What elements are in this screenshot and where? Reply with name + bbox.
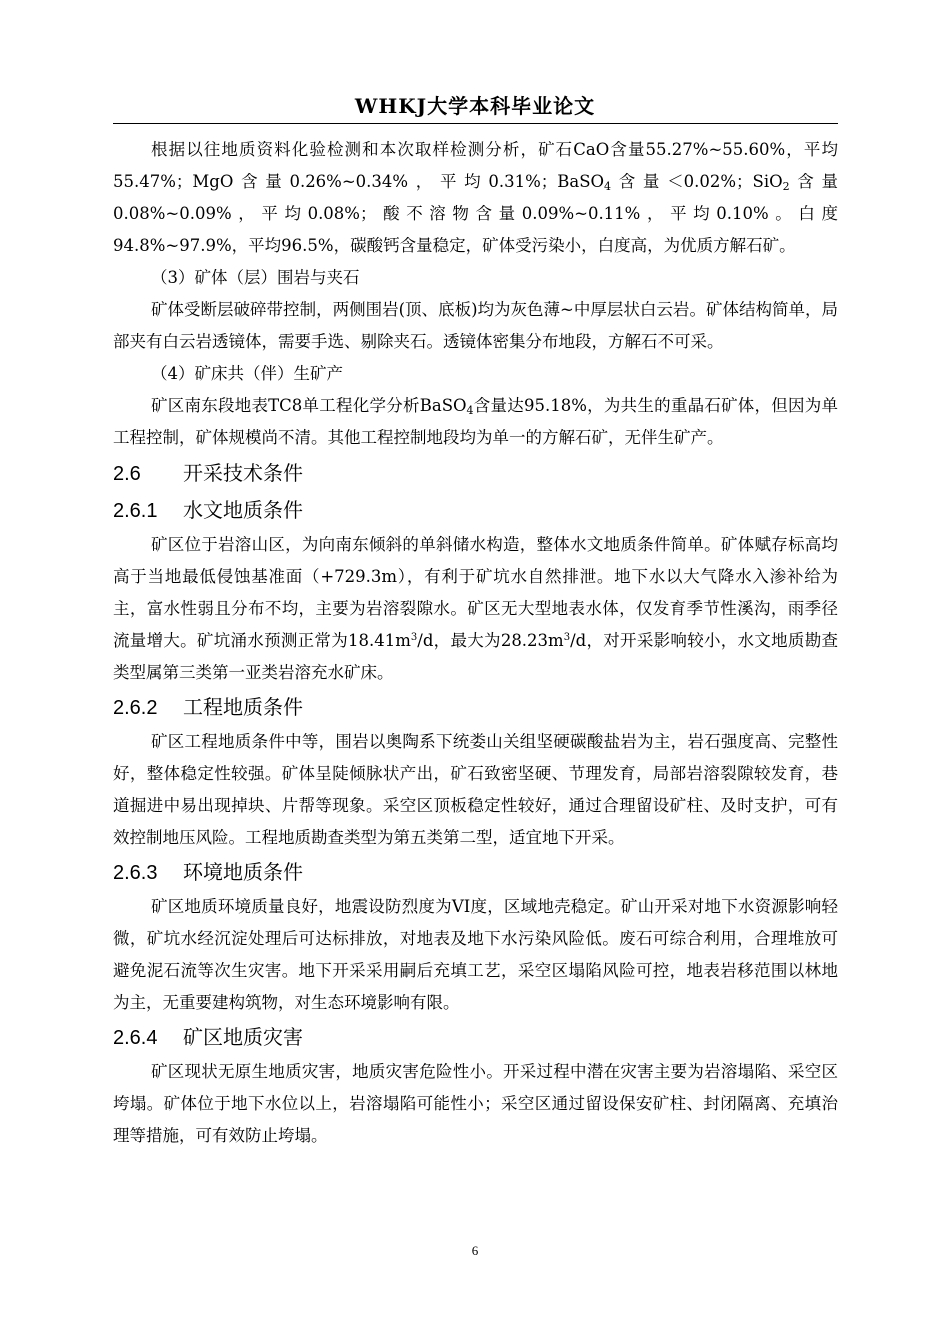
section-number: 2.6.2 bbox=[113, 697, 158, 719]
section-heading-2-6-4 bbox=[113, 1019, 838, 1056]
section-number: 2.6.4 bbox=[113, 1027, 158, 1049]
text-run: /d，对开采影响较小，水文地质勘查类型属第三类第一亚类岩溶充水矿床。 bbox=[113, 631, 838, 682]
section-number: 2.6.1 bbox=[113, 500, 158, 522]
paragraph-hydrogeology bbox=[113, 529, 838, 689]
page-number: 6 bbox=[471, 1243, 479, 1258]
paragraph-engineering-geology: 矿区工程地质条件中等，围岩以奥陶系下统娄山关组坚硬碳酸盐岩为主，岩石强度高、完整性好，整体稳定性较强。矿体呈陡倾脉状产出，矿石致密坚硬、节理发育，局部岩溶裂隙较发育，巷道掘进中易出现掉块、片帮等现象。采空区顶板稳定性较好，通过合理留设矿柱、及时支护，可有效控制地压风险。工程地质勘查类型为第五类第二型，适宜地下开采。 bbox=[113, 732, 838, 847]
subscript: 2 bbox=[782, 180, 790, 193]
section-title: 工程地质条件 bbox=[183, 695, 303, 719]
text-run: 含量0.08%~0.09%，平均0.08%；酸不溶物含量0.09%~0.11%，平均0.10%。白度94.8%~97.9%，平均96.5%，碳酸钙含量稳定，矿体受污染小，白度高，为优质方解石矿。 bbox=[113, 172, 838, 255]
subscript: 4 bbox=[604, 180, 612, 193]
section-title: 矿区地质灾害 bbox=[183, 1025, 303, 1049]
section-heading-2-6-2 bbox=[113, 689, 838, 726]
section-heading-2-6-3 bbox=[113, 854, 838, 891]
header-rule bbox=[113, 123, 838, 124]
superscript: 3 bbox=[410, 632, 418, 643]
paragraph-geological-hazards: 矿区现状无原生地质灾害，地质灾害危险性小。开采过程中潜在灾害主要为岩溶塌陷、采空区垮塌。矿体位于地下水位以上，岩溶塌陷可能性小；采空区通过留设保安矿柱、封闭隔离、充填治理等措施，可有效防止垮塌。 bbox=[113, 1062, 838, 1145]
page-header-title: WHKJ大学本科毕业论文 bbox=[354, 94, 596, 118]
subscript: 4 bbox=[466, 404, 474, 417]
text-run: /d，最大为28.23m bbox=[417, 631, 564, 650]
section-heading-2-6 bbox=[113, 454, 838, 492]
section-number: 2.6.3 bbox=[113, 862, 158, 884]
text-run: 矿区位于岩溶山区，为向南东倾斜的单斜储水构造，整体水文地质条件简单。矿体赋存标高均高于当地最低侵蚀基准面（+729.3m），有利于矿坑水自然排泄。地下水以大气降水入渗补给为主，富水性弱且分布不均，主要为岩溶裂隙水。矿区无大型地表水体，仅发育季节性溪沟，雨季径流量增大。矿坑涌水预测正常为18.41m bbox=[113, 535, 838, 650]
text-run: 根据以往地质资料化验检测和本次取样检测分析，矿石CaO含量55.27%~55.60%，平均55.47%；MgO含量0.26%~0.34%，平均0.31%；BaSO bbox=[113, 140, 838, 191]
paragraph-associated-minerals bbox=[113, 390, 838, 454]
section-title: 开采技术条件 bbox=[183, 461, 303, 485]
section-number: 2.6 bbox=[113, 463, 141, 485]
paragraph-wall-rock: 矿体受断层破碎带控制，两侧围岩(顶、底板)均为灰色薄~中厚层状白云岩。矿体结构简单，局部夹有白云岩透镜体，需要手选、剔除夹石。透镜体密集分布地段，方解石不可采。 bbox=[113, 300, 838, 351]
paragraph-ore-composition bbox=[113, 134, 838, 262]
subheading-wall-rock: （3）矿体（层）围岩与夹石 bbox=[151, 268, 360, 287]
section-title: 水文地质条件 bbox=[183, 498, 303, 522]
superscript: 3 bbox=[563, 632, 571, 643]
subheading-associated-minerals: （4）矿床共（伴）生矿产 bbox=[151, 364, 343, 383]
text-run: 矿区南东段地表TC8单工程化学分析BaSO bbox=[151, 396, 467, 415]
section-title: 环境地质条件 bbox=[183, 860, 303, 884]
text-run: 含量＜0.02%；SiO bbox=[611, 172, 783, 191]
page-body bbox=[113, 134, 838, 1152]
section-heading-2-6-1 bbox=[113, 492, 838, 529]
paragraph-environmental-geology: 矿区地质环境质量良好，地震设防烈度为VI度，区域地壳稳定。矿山开采对地下水资源影响轻微，矿坑水经沉淀处理后可达标排放，对地表及地下水污染风险低。废石可综合利用，合理堆放可避免泥石流等次生灾害。地下开采采用嗣后充填工艺，采空区塌陷风险可控，地表岩移范围以林地为主，无重要建构筑物，对生态环境影响有限。 bbox=[113, 897, 838, 1012]
text-run: 含量达95.18%，为共生的重晶石矿体，但因为单工程控制，矿体规模尚不清。其他工程控制地段均为单一的方解石矿，无伴生矿产。 bbox=[113, 396, 839, 447]
